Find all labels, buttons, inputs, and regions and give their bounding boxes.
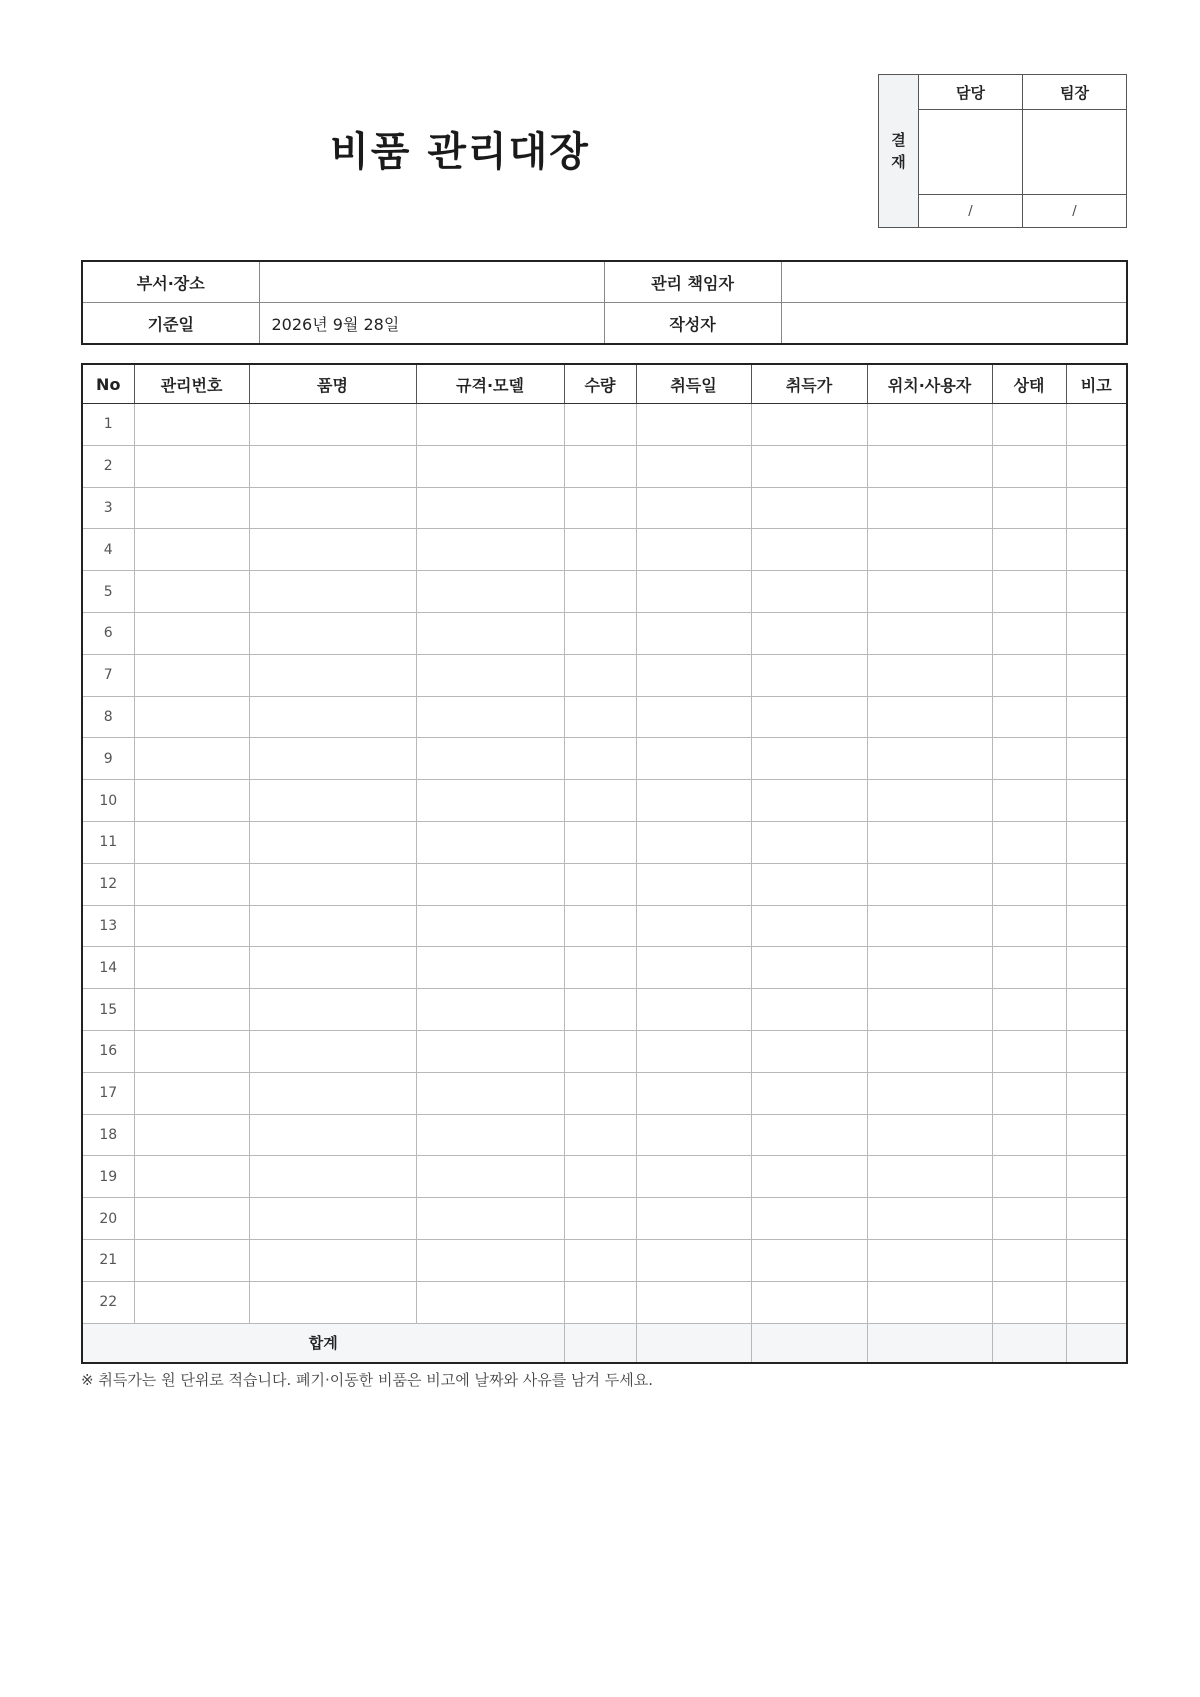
table-row bbox=[82, 571, 1127, 613]
table-header-row bbox=[82, 364, 1127, 404]
table-cell[interactable] bbox=[867, 780, 992, 822]
total-cell[interactable] bbox=[992, 1323, 1066, 1363]
table-cell[interactable] bbox=[1066, 738, 1127, 780]
table-cell[interactable] bbox=[134, 947, 249, 989]
table-cell[interactable] bbox=[134, 404, 249, 446]
table-cell[interactable] bbox=[992, 1072, 1066, 1114]
table-cell[interactable] bbox=[249, 612, 416, 654]
table-cell[interactable] bbox=[636, 863, 751, 905]
table-row bbox=[82, 696, 1127, 738]
table-cell[interactable] bbox=[134, 821, 249, 863]
footnote: ※ 취득가는 원 단위로 적습니다. 폐기·이동한 비품은 비고에 날짜와 사유를 남겨 두세요. bbox=[81, 1371, 653, 1389]
table-cell[interactable] bbox=[416, 404, 564, 446]
table-cell[interactable] bbox=[416, 445, 564, 487]
table-row bbox=[82, 1239, 1127, 1281]
table-cell[interactable] bbox=[564, 654, 636, 696]
table-cell[interactable] bbox=[249, 654, 416, 696]
table-cell[interactable] bbox=[564, 571, 636, 613]
table-cell[interactable] bbox=[249, 780, 416, 822]
table-cell[interactable] bbox=[134, 487, 249, 529]
table-cell[interactable] bbox=[249, 487, 416, 529]
column-header: 취득일 bbox=[636, 364, 751, 404]
table-cell[interactable] bbox=[636, 529, 751, 571]
table-cell[interactable] bbox=[564, 947, 636, 989]
table-cell[interactable] bbox=[1066, 1156, 1127, 1198]
table-cell[interactable] bbox=[249, 1072, 416, 1114]
table-cell[interactable] bbox=[751, 445, 867, 487]
table-cell[interactable] bbox=[867, 863, 992, 905]
table-cell[interactable] bbox=[992, 905, 1066, 947]
row-number: 18 bbox=[82, 1114, 134, 1156]
writer-value[interactable] bbox=[781, 303, 1127, 345]
table-cell[interactable] bbox=[416, 696, 564, 738]
table-row bbox=[82, 1114, 1127, 1156]
table-cell[interactable] bbox=[564, 1198, 636, 1240]
table-cell[interactable] bbox=[1066, 487, 1127, 529]
table-cell[interactable] bbox=[867, 1239, 992, 1281]
table-row bbox=[82, 738, 1127, 780]
manager-value[interactable] bbox=[781, 261, 1127, 303]
table-cell[interactable] bbox=[867, 1198, 992, 1240]
total-cell[interactable] bbox=[636, 1323, 751, 1363]
table-cell[interactable] bbox=[249, 1198, 416, 1240]
table-cell[interactable] bbox=[636, 487, 751, 529]
row-number: 15 bbox=[82, 989, 134, 1031]
table-cell[interactable] bbox=[134, 905, 249, 947]
table-cell[interactable] bbox=[992, 1156, 1066, 1198]
table-cell[interactable] bbox=[867, 696, 992, 738]
approval-side-label bbox=[879, 75, 919, 228]
table-cell[interactable] bbox=[416, 780, 564, 822]
table-cell[interactable] bbox=[249, 863, 416, 905]
table-cell[interactable] bbox=[867, 947, 992, 989]
table-cell[interactable] bbox=[249, 404, 416, 446]
table-cell[interactable] bbox=[249, 1156, 416, 1198]
table-cell[interactable] bbox=[134, 1198, 249, 1240]
table-cell[interactable] bbox=[751, 529, 867, 571]
table-cell[interactable] bbox=[751, 1198, 867, 1240]
row-number: 20 bbox=[82, 1198, 134, 1240]
table-row bbox=[82, 612, 1127, 654]
table-row bbox=[82, 947, 1127, 989]
table-cell[interactable] bbox=[1066, 1030, 1127, 1072]
table-cell[interactable] bbox=[1066, 654, 1127, 696]
table-cell[interactable] bbox=[134, 863, 249, 905]
table-cell[interactable] bbox=[867, 612, 992, 654]
table-cell[interactable] bbox=[249, 1239, 416, 1281]
table-cell[interactable] bbox=[416, 1114, 564, 1156]
date-label: 기준일 bbox=[82, 303, 259, 345]
approval-date-staff[interactable]: / bbox=[919, 195, 1023, 228]
table-cell[interactable] bbox=[751, 863, 867, 905]
table-cell[interactable] bbox=[134, 445, 249, 487]
row-number: 13 bbox=[82, 905, 134, 947]
table-cell[interactable] bbox=[416, 487, 564, 529]
total-cell[interactable] bbox=[867, 1323, 992, 1363]
table-cell[interactable] bbox=[867, 1030, 992, 1072]
table-cell[interactable] bbox=[249, 529, 416, 571]
table-cell[interactable] bbox=[992, 780, 1066, 822]
table-cell[interactable] bbox=[416, 1030, 564, 1072]
table-cell[interactable] bbox=[636, 1198, 751, 1240]
table-cell[interactable] bbox=[1066, 989, 1127, 1031]
table-cell[interactable] bbox=[751, 654, 867, 696]
table-cell[interactable] bbox=[1066, 404, 1127, 446]
row-number: 7 bbox=[82, 654, 134, 696]
table-row bbox=[82, 821, 1127, 863]
table-cell[interactable] bbox=[867, 1281, 992, 1323]
table-cell[interactable] bbox=[416, 571, 564, 613]
table-cell[interactable] bbox=[249, 738, 416, 780]
row-number: 12 bbox=[82, 863, 134, 905]
table-cell[interactable] bbox=[636, 1281, 751, 1323]
table-cell[interactable] bbox=[134, 1030, 249, 1072]
table-cell[interactable] bbox=[564, 1072, 636, 1114]
table-cell[interactable] bbox=[867, 989, 992, 1031]
table-cell[interactable] bbox=[636, 1239, 751, 1281]
table-row bbox=[82, 654, 1127, 696]
table-cell[interactable] bbox=[1066, 1072, 1127, 1114]
row-number: 2 bbox=[82, 445, 134, 487]
table-cell[interactable] bbox=[564, 529, 636, 571]
table-cell[interactable] bbox=[636, 1030, 751, 1072]
table-cell[interactable] bbox=[992, 487, 1066, 529]
table-cell[interactable] bbox=[751, 1072, 867, 1114]
table-cell[interactable] bbox=[1066, 571, 1127, 613]
approval-col-leader: 팀장 bbox=[1023, 75, 1127, 110]
info-table bbox=[81, 260, 1128, 345]
table-cell[interactable] bbox=[636, 989, 751, 1031]
table-cell[interactable] bbox=[636, 780, 751, 822]
table-body bbox=[82, 404, 1127, 1363]
writer-label: 작성자 bbox=[604, 303, 781, 345]
column-header: 수량 bbox=[564, 364, 636, 404]
table-cell[interactable] bbox=[992, 863, 1066, 905]
date-value[interactable]: 2026년 9월 28일 bbox=[259, 303, 604, 345]
table-cell[interactable] bbox=[564, 1156, 636, 1198]
row-number: 21 bbox=[82, 1239, 134, 1281]
table-cell[interactable] bbox=[992, 738, 1066, 780]
table-row bbox=[82, 1198, 1127, 1240]
table-cell[interactable] bbox=[751, 1281, 867, 1323]
table-cell[interactable] bbox=[751, 947, 867, 989]
table-cell[interactable] bbox=[992, 1030, 1066, 1072]
table-cell[interactable] bbox=[867, 1114, 992, 1156]
total-label: 합계 bbox=[82, 1323, 564, 1363]
table-cell[interactable] bbox=[564, 404, 636, 446]
table-cell[interactable] bbox=[564, 1281, 636, 1323]
column-header: 비고 bbox=[1066, 364, 1127, 404]
table-cell[interactable] bbox=[416, 1156, 564, 1198]
table-cell[interactable] bbox=[1066, 1281, 1127, 1323]
total-cell[interactable] bbox=[1066, 1323, 1127, 1363]
table-cell[interactable] bbox=[564, 821, 636, 863]
table-cell[interactable] bbox=[751, 1239, 867, 1281]
table-cell[interactable] bbox=[867, 654, 992, 696]
column-header: 관리번호 bbox=[134, 364, 249, 404]
table-cell[interactable] bbox=[416, 905, 564, 947]
row-number: 17 bbox=[82, 1072, 134, 1114]
table-cell[interactable] bbox=[992, 989, 1066, 1031]
table-cell[interactable] bbox=[134, 780, 249, 822]
table-cell[interactable] bbox=[134, 1239, 249, 1281]
column-header: 상태 bbox=[992, 364, 1066, 404]
table-cell[interactable] bbox=[751, 696, 867, 738]
row-number: 11 bbox=[82, 821, 134, 863]
row-number: 14 bbox=[82, 947, 134, 989]
table-cell[interactable] bbox=[751, 612, 867, 654]
table-cell[interactable] bbox=[751, 404, 867, 446]
table-cell[interactable] bbox=[249, 445, 416, 487]
table-cell[interactable] bbox=[992, 612, 1066, 654]
table-cell[interactable] bbox=[867, 738, 992, 780]
table-cell[interactable] bbox=[564, 738, 636, 780]
table-cell[interactable] bbox=[751, 1114, 867, 1156]
approval-sign-staff[interactable] bbox=[919, 110, 1023, 195]
table-cell[interactable] bbox=[134, 1281, 249, 1323]
table-cell[interactable] bbox=[992, 696, 1066, 738]
table-cell[interactable] bbox=[867, 571, 992, 613]
table-cell[interactable] bbox=[564, 487, 636, 529]
row-number: 1 bbox=[82, 404, 134, 446]
row-number: 5 bbox=[82, 571, 134, 613]
table-cell[interactable] bbox=[1066, 529, 1127, 571]
row-number: 9 bbox=[82, 738, 134, 780]
table-cell[interactable] bbox=[992, 654, 1066, 696]
table-cell[interactable] bbox=[751, 738, 867, 780]
table-cell[interactable] bbox=[249, 571, 416, 613]
table-cell[interactable] bbox=[751, 1156, 867, 1198]
table-row bbox=[82, 905, 1127, 947]
approval-sign-leader[interactable] bbox=[1023, 110, 1127, 195]
table-cell[interactable] bbox=[416, 863, 564, 905]
table-row bbox=[82, 1072, 1127, 1114]
row-number: 22 bbox=[82, 1281, 134, 1323]
table-cell[interactable] bbox=[636, 905, 751, 947]
table-cell[interactable] bbox=[564, 780, 636, 822]
table-cell[interactable] bbox=[249, 696, 416, 738]
table-cell[interactable] bbox=[1066, 863, 1127, 905]
table-cell[interactable] bbox=[249, 905, 416, 947]
row-number: 6 bbox=[82, 612, 134, 654]
table-cell[interactable] bbox=[636, 404, 751, 446]
table-cell[interactable] bbox=[249, 1281, 416, 1323]
table-cell[interactable] bbox=[249, 821, 416, 863]
table-cell[interactable] bbox=[249, 1114, 416, 1156]
table-cell[interactable] bbox=[1066, 445, 1127, 487]
table-row bbox=[82, 780, 1127, 822]
table-cell[interactable] bbox=[416, 947, 564, 989]
row-number: 8 bbox=[82, 696, 134, 738]
table-cell[interactable] bbox=[636, 1156, 751, 1198]
table-cell[interactable] bbox=[1066, 1198, 1127, 1240]
table-cell[interactable] bbox=[564, 905, 636, 947]
table-row bbox=[82, 487, 1127, 529]
table-cell[interactable] bbox=[992, 445, 1066, 487]
table-cell[interactable] bbox=[751, 487, 867, 529]
table-row bbox=[82, 445, 1127, 487]
table-cell[interactable] bbox=[992, 947, 1066, 989]
table-row bbox=[82, 1030, 1127, 1072]
table-cell[interactable] bbox=[867, 1072, 992, 1114]
table-cell[interactable] bbox=[751, 571, 867, 613]
table-cell[interactable] bbox=[1066, 696, 1127, 738]
row-number: 19 bbox=[82, 1156, 134, 1198]
table-cell[interactable] bbox=[249, 947, 416, 989]
table-cell[interactable] bbox=[564, 863, 636, 905]
table-cell[interactable] bbox=[134, 1072, 249, 1114]
table-cell[interactable] bbox=[751, 905, 867, 947]
table-cell[interactable] bbox=[636, 1114, 751, 1156]
table-cell[interactable] bbox=[416, 989, 564, 1031]
total-cell[interactable] bbox=[751, 1323, 867, 1363]
row-number: 4 bbox=[82, 529, 134, 571]
table-cell[interactable] bbox=[134, 1156, 249, 1198]
table-cell[interactable] bbox=[134, 529, 249, 571]
table-cell[interactable] bbox=[636, 612, 751, 654]
approval-side-char-1: 결 bbox=[891, 131, 906, 149]
column-header: 규격·모델 bbox=[416, 364, 564, 404]
table-cell[interactable] bbox=[636, 445, 751, 487]
table-row bbox=[82, 1281, 1127, 1323]
table-cell[interactable] bbox=[564, 1114, 636, 1156]
row-number: 16 bbox=[82, 1030, 134, 1072]
table-cell[interactable] bbox=[249, 1030, 416, 1072]
table-cell[interactable] bbox=[416, 1072, 564, 1114]
table-cell[interactable] bbox=[867, 1156, 992, 1198]
table-cell[interactable] bbox=[134, 1114, 249, 1156]
table-cell[interactable] bbox=[751, 780, 867, 822]
table-cell[interactable] bbox=[564, 612, 636, 654]
table-cell[interactable] bbox=[867, 821, 992, 863]
table-cell[interactable] bbox=[564, 1030, 636, 1072]
table-row bbox=[82, 1156, 1127, 1198]
table-cell[interactable] bbox=[992, 1198, 1066, 1240]
table-cell[interactable] bbox=[751, 1030, 867, 1072]
table-cell[interactable] bbox=[416, 529, 564, 571]
approval-date-leader[interactable]: / bbox=[1023, 195, 1127, 228]
table-cell[interactable] bbox=[992, 571, 1066, 613]
table-cell[interactable] bbox=[636, 821, 751, 863]
table-cell[interactable] bbox=[134, 571, 249, 613]
table-cell[interactable] bbox=[1066, 1239, 1127, 1281]
table-cell[interactable] bbox=[416, 654, 564, 696]
approval-col-staff: 담당 bbox=[919, 75, 1023, 110]
column-header: 취득가 bbox=[751, 364, 867, 404]
table-cell[interactable] bbox=[564, 989, 636, 1031]
page-title: 비품 관리대장 bbox=[330, 129, 590, 175]
table-cell[interactable] bbox=[636, 947, 751, 989]
table-cell[interactable] bbox=[867, 529, 992, 571]
row-number: 3 bbox=[82, 487, 134, 529]
table-cell[interactable] bbox=[867, 487, 992, 529]
table-cell[interactable] bbox=[992, 1114, 1066, 1156]
column-header: 품명 bbox=[249, 364, 416, 404]
column-header: No bbox=[82, 364, 134, 404]
table-cell[interactable] bbox=[564, 696, 636, 738]
table-cell[interactable] bbox=[249, 989, 416, 1031]
table-cell[interactable] bbox=[134, 696, 249, 738]
row-number: 10 bbox=[82, 780, 134, 822]
table-cell[interactable] bbox=[867, 445, 992, 487]
table-cell[interactable] bbox=[564, 1239, 636, 1281]
inventory-table bbox=[81, 363, 1128, 1364]
table-cell[interactable] bbox=[134, 989, 249, 1031]
table-cell[interactable] bbox=[636, 654, 751, 696]
table-cell[interactable] bbox=[992, 404, 1066, 446]
table-cell[interactable] bbox=[134, 738, 249, 780]
table-cell[interactable] bbox=[751, 821, 867, 863]
table-cell[interactable] bbox=[1066, 1114, 1127, 1156]
table-cell[interactable] bbox=[992, 821, 1066, 863]
table-cell[interactable] bbox=[751, 989, 867, 1031]
total-cell[interactable] bbox=[564, 1323, 636, 1363]
table-cell[interactable] bbox=[416, 1198, 564, 1240]
table-cell[interactable] bbox=[1066, 905, 1127, 947]
table-cell[interactable] bbox=[564, 445, 636, 487]
column-header: 위치·사용자 bbox=[867, 364, 992, 404]
manager-label: 관리 책임자 bbox=[604, 261, 781, 303]
dept-value[interactable] bbox=[259, 261, 604, 303]
table-cell[interactable] bbox=[416, 1281, 564, 1323]
table-cell[interactable] bbox=[636, 1072, 751, 1114]
approval-side-char-2: 재 bbox=[891, 153, 906, 171]
table-cell[interactable] bbox=[867, 905, 992, 947]
table-cell[interactable] bbox=[416, 738, 564, 780]
table-row bbox=[82, 404, 1127, 446]
table-cell[interactable] bbox=[1066, 612, 1127, 654]
table-cell[interactable] bbox=[992, 529, 1066, 571]
total-row bbox=[82, 1323, 1127, 1363]
table-cell[interactable] bbox=[867, 404, 992, 446]
table-cell[interactable] bbox=[636, 571, 751, 613]
table-cell[interactable] bbox=[992, 1239, 1066, 1281]
table-cell[interactable] bbox=[636, 696, 751, 738]
table-cell[interactable] bbox=[416, 1239, 564, 1281]
table-cell[interactable] bbox=[636, 738, 751, 780]
table-row bbox=[82, 529, 1127, 571]
table-cell[interactable] bbox=[134, 612, 249, 654]
table-cell[interactable] bbox=[1066, 947, 1127, 989]
table-cell[interactable] bbox=[1066, 821, 1127, 863]
table-cell[interactable] bbox=[416, 821, 564, 863]
table-cell[interactable] bbox=[416, 612, 564, 654]
table-cell[interactable] bbox=[992, 1281, 1066, 1323]
table-cell[interactable] bbox=[1066, 780, 1127, 822]
table-row bbox=[82, 989, 1127, 1031]
table-cell[interactable] bbox=[134, 654, 249, 696]
approval-box bbox=[878, 74, 1127, 228]
dept-label: 부서·장소 bbox=[82, 261, 259, 303]
table-row bbox=[82, 863, 1127, 905]
